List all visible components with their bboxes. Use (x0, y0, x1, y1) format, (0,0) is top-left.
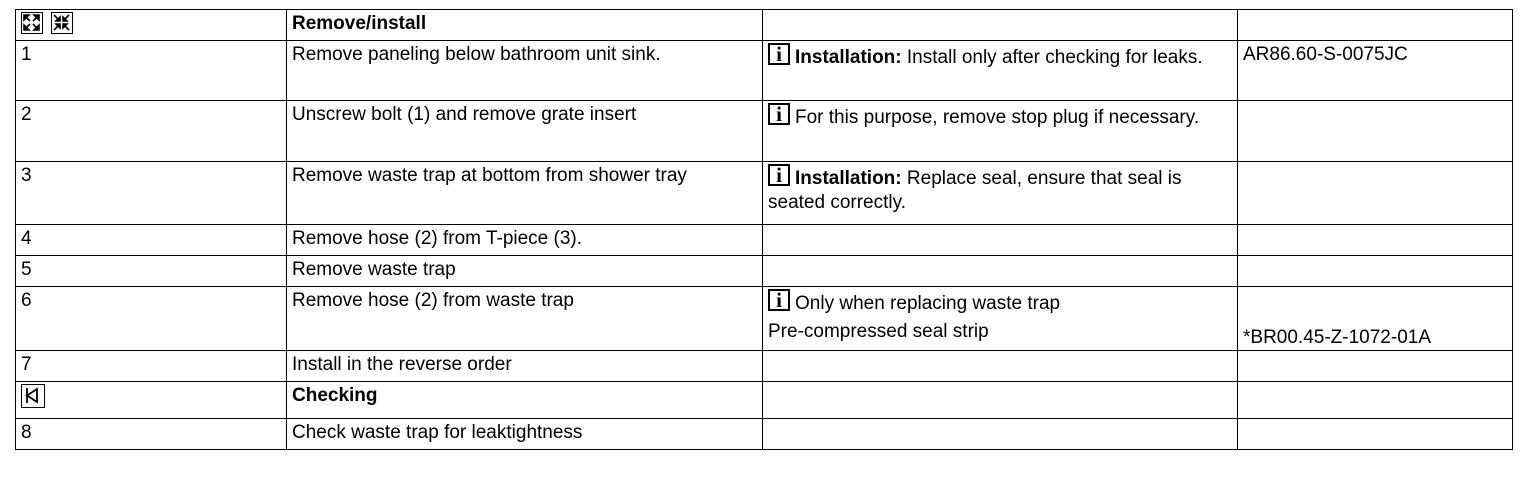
section-icons-cell (16, 382, 287, 419)
info-icon: i (768, 43, 790, 65)
note-text: Install only after checking for leaks. (906, 47, 1203, 68)
action-text: Remove waste trap (287, 256, 763, 287)
table-row (16, 287, 1513, 351)
ref-cell (1238, 101, 1513, 162)
section-header-row (16, 382, 1513, 419)
table-row (16, 101, 1513, 162)
note-cell (763, 419, 1238, 450)
note-cell (763, 101, 1238, 162)
table-row (16, 419, 1513, 450)
section-icons-cell (16, 10, 287, 41)
note-extra-text: Pre-compressed seal strip (768, 321, 989, 342)
section-title: Checking (287, 382, 763, 419)
ref-cell (1238, 162, 1513, 225)
table-row (16, 351, 1513, 382)
reference-link[interactable]: *BR00.45-Z-1072-01A (1238, 287, 1513, 351)
note-cell (763, 225, 1238, 256)
action-text: Install in the reverse order (287, 351, 763, 382)
ref-cell (1238, 382, 1513, 419)
ref-cell (1238, 351, 1513, 382)
ref-cell (1238, 225, 1513, 256)
step-number: 7 (16, 351, 287, 382)
remove-icon (21, 12, 43, 34)
table-row (16, 162, 1513, 225)
action-text: Remove hose (2) from T-piece (3). (287, 225, 763, 256)
action-text: Unscrew bolt (1) and remove grate insert (287, 101, 763, 162)
note-cell (763, 41, 1238, 101)
action-text: Remove hose (2) from waste trap (287, 287, 763, 351)
ref-cell (1238, 10, 1513, 41)
step-number: 3 (16, 162, 287, 225)
note-label: Installation: (795, 47, 902, 68)
step-number: 4 (16, 225, 287, 256)
step-number: 2 (16, 101, 287, 162)
info-icon: i (768, 289, 790, 311)
note-cell (763, 256, 1238, 287)
step-number: 5 (16, 256, 287, 287)
ref-cell (1238, 419, 1513, 450)
table-row (16, 225, 1513, 256)
table-row (16, 41, 1513, 101)
step-number: 6 (16, 287, 287, 351)
step-number: 8 (16, 419, 287, 450)
note-label: Installation: (795, 168, 902, 189)
note-text: Replace seal, ensure that seal is seated correctly. (768, 168, 1182, 213)
note-text: For this purpose, remove stop plug if necessary. (795, 107, 1200, 128)
table-row (16, 256, 1513, 287)
step-number: 1 (16, 41, 287, 101)
procedure-table (15, 9, 1513, 450)
ref-cell (1238, 256, 1513, 287)
info-icon: i (768, 103, 790, 125)
note-cell (763, 10, 1238, 41)
note-cell (763, 382, 1238, 419)
reference-link[interactable]: AR86.60-S-0075JC (1238, 41, 1513, 101)
note-cell (763, 287, 1238, 351)
section-title: Remove/install (287, 10, 763, 41)
section-header-row (16, 10, 1513, 41)
info-icon: i (768, 164, 790, 186)
action-text: Remove waste trap at bottom from shower tray (287, 162, 763, 225)
checking-icon (21, 384, 45, 408)
action-text: Remove paneling below bathroom unit sink. (287, 41, 763, 101)
action-text: Check waste trap for leaktightness (287, 419, 763, 450)
note-cell (763, 162, 1238, 225)
note-cell (763, 351, 1238, 382)
install-icon (51, 12, 73, 34)
note-text: Only when replacing waste trap (795, 293, 1061, 314)
